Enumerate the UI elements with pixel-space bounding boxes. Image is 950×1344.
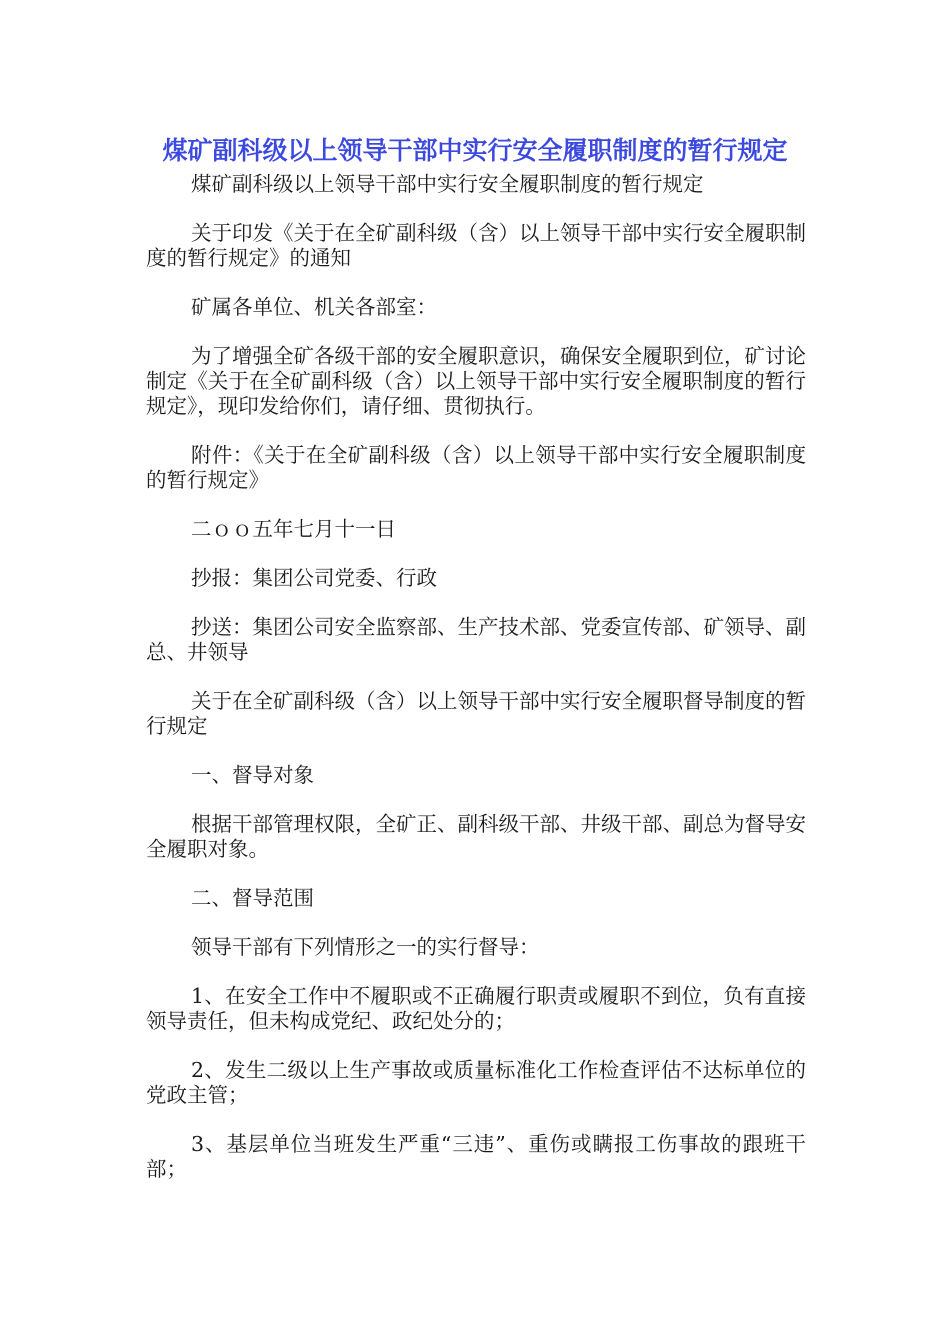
paragraph-conditions-intro: 领导干部有下列情形之一的实行督导： [191, 935, 540, 959]
paragraph-date: 二ｏｏ五年七月十一日 [191, 517, 396, 541]
section-heading-2: 二、督导范围 [191, 886, 314, 910]
paragraph-notice-title: 关于印发《关于在全矿副科级（含）以上领导干部中实行安全履职制度的暂行规定》的通知 [146, 221, 806, 270]
paragraph-subtitle: 煤矿副科级以上领导干部中实行安全履职制度的暂行规定 [191, 172, 704, 196]
paragraph-purpose: 为了增强全矿各级干部的安全履职意识，确保安全履职到位，矿讨论制定《关于在全矿副科级（含）以上领导干部中实行安全履职制度的暂行规定》，现印发给你们，请仔细、贯彻执行。 [146, 344, 806, 418]
list-item-1: 1、在安全工作中不履职或不正确履行职责或履职不到位，负有直接领导责任，但未构成党纪、政纪处分的； [146, 984, 806, 1033]
list-item-3: 3、基层单位当班发生严重“三违”、重伤或瞒报工伤事故的跟班干部； [146, 1132, 806, 1181]
paragraph-attachment: 附件：《关于在全矿副科级（含）以上领导干部中实行安全履职制度的暂行规定》 [146, 443, 806, 492]
section-heading-1: 一、督导对象 [191, 763, 314, 787]
paragraph-cc-send: 抄送：集团公司安全监察部、生产技术部、党委宣传部、矿领导、副总、井领导 [146, 615, 806, 664]
paragraph-cc-report: 抄报：集团公司党委、行政 [191, 566, 437, 590]
paragraph-addressee: 矿属各单位、机关各部室： [191, 295, 437, 319]
document-title: 煤矿副科级以上领导干部中实行安全履职制度的暂行规定 [162, 136, 788, 165]
paragraph-scope-objects: 根据干部管理权限，全矿正、副科级干部、井级干部、副总为督导安全履职对象。 [146, 812, 806, 861]
paragraph-regulation-title: 关于在全矿副科级（含）以上领导干部中实行安全履职督导制度的暂行规定 [146, 689, 806, 738]
list-item-2: 2、发生二级以上生产事故或质量标准化工作检查评估不达标单位的党政主管； [146, 1058, 806, 1107]
document-body [146, 172, 806, 1206]
